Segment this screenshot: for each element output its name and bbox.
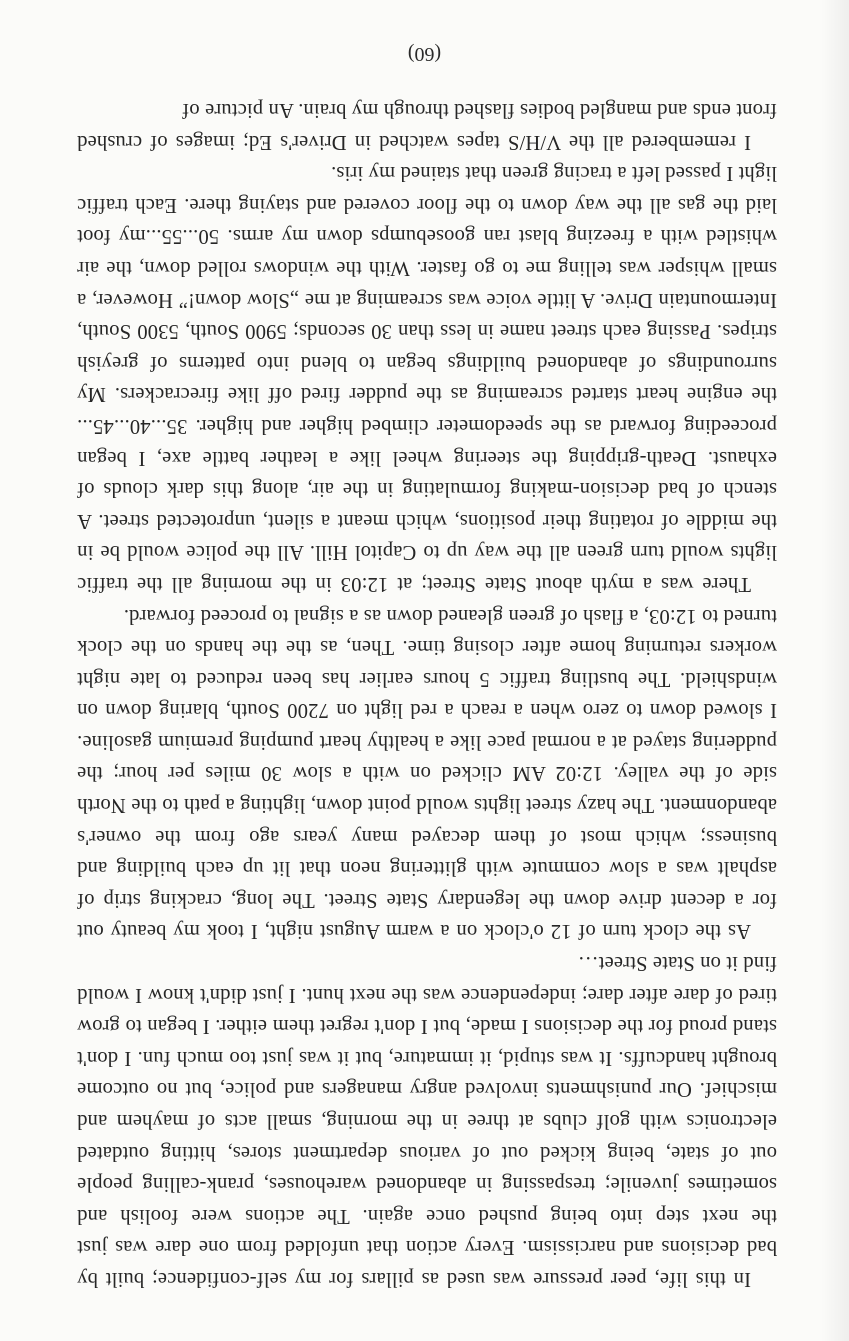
paragraph-2: As the clock turn of 12 o'clock on a warm August night, I took my beauty out for a decent drive down the legendary State Street. The long, cracking strip of asphalt was a slow commute with glittering neon that lit up each building and business; which most of them decayed many years ago from the owner's abandonment. The hazy street lights would point down, lighting a path to the North side of the valley. 12:02 AM clicked on with a slow 30 miles per hour; the puddering stayed at a normal pace like a healthy heart pumping premium gasoline. I slowed down to zero when a reach a red light on 7200 South, blaring down on windshield. The bustling traffic 5 hours earlier has been reduced to late night workers returning home after closing time. Then, as the the hands on the clock turned to 12:03, a flash of green gleaned down as a signal to proceed forward. xyxy=(77,604,777,943)
page-number: (60) xyxy=(407,43,442,65)
paragraph-3: There was a myth about State Street; at 12:03 in the morning all the traffic lights would turn green all the way up to Capitol Hill. All the police would be in the middle of rotating their positions, which meant a silent, unprotected street. A stench of bad decision-making formulating in the air, along this dark clouds of exhaust. Death-gripping the steering wheel like a leather battle axe, I began proceeding forward as the speedometer climbed higher and higher. 35...40...45... the engine heart started screaming as the pudder fired off like firecrackers. My surroundings of abandoned buildings began to blend into patterns of greyish stripes. Passing each street name in less than 30 seconds; 5900 South, 5300 South, Intermountain Drive. A little voice was screaming at me „Slow down!” However, a small whisper was telling me to go faster. With the windows rolled down, the air whistled with a freezing blast ran goosebumps down my arms. 50...55...my foot laid the gas all the way down to the floor covered and staying there. Each traffic light I passed left a tracing green that stained my iris. xyxy=(77,162,777,595)
paragraph-4: I remembered all the V/H/S tapes watched in Driver's Ed; images of crushed front ends and mangled bodies flashed through my brain. An picture of xyxy=(77,99,777,153)
paragraph-1: In this life, peer pressure was used as pillars for my self-confidence; built by bad decisions and narcissism. Every action that unfolded from one dare was just the next step into being pushed once again. The actions were foolish and sometimes juvenile; trespassing in abandoned warehouses, prank-calling people out of state, being kicked out of various department stores, hitting outdated electronics with golf clubs at three in the morning, small acts of mayhem and mischief. Our punishments involved angry managers and police, but no outcome brought handcuffs. It was stupid, it immature, but it was just too much fun. I don't stand proud for the decisions I made, but I don't regret them either. I began to grow tired of dare after dare; independence was the next hunt. I just didn't know I would find it on State Street… xyxy=(77,952,777,1290)
body-text xyxy=(77,93,777,1294)
